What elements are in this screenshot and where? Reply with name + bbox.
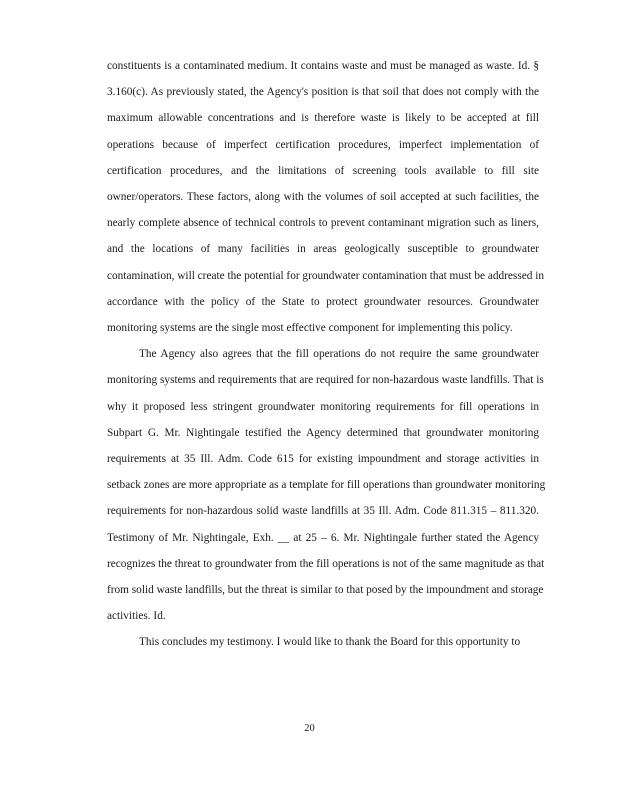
- text-line: The Agency also agrees that the fill operations do not require the same groundwater: [139, 348, 539, 361]
- text-line: requirements at 35 Ill. Adm. Code 615 for existing impoundment and storage activities in: [107, 453, 539, 466]
- text-line: monitoring systems are the single most effective component for implementing this policy.: [107, 322, 513, 335]
- text-line: monitoring systems and requirements that are required for non-hazardous waste landfills. That is: [107, 374, 544, 387]
- text-line: nearly complete absence of technical controls to prevent contaminant migration such as liners,: [107, 217, 539, 230]
- text-line: constituents is a contaminated medium. It contains waste and must be managed as waste. Id. §: [107, 60, 539, 72]
- text-line: certification procedures, and the limitations of screening tools available to fill site: [107, 164, 539, 177]
- text-line: Subpart G. Mr. Nightingale testified the Agency determined that groundwater monitoring: [107, 426, 539, 439]
- text-line: This concludes my testimony. I would like to thank the Board for this opportunity to: [139, 636, 521, 649]
- text-line: activities. Id.: [107, 610, 166, 623]
- text-line: requirements for non-hazardous solid waste landfills at 35 Ill. Adm. Code 811.315 – 811.320.: [107, 505, 539, 518]
- text-line: maximum allowable concentrations and is therefore waste is likely to be accepted at fill: [107, 112, 539, 125]
- text-line: accordance with the policy of the State to protect groundwater resources. Groundwater: [107, 295, 539, 308]
- text-line: operations because of imperfect certification procedures, imperfect implementation of: [107, 138, 539, 151]
- text-line: 3.160(c). As previously stated, the Agency's position is that soil that does not comply with the: [107, 86, 539, 99]
- text-line: recognizes the threat to groundwater from the fill operations is not of the same magnitude as that: [107, 557, 545, 570]
- text-line: setback zones are more appropriate as a template for fill operations than groundwater monitoring: [107, 479, 546, 492]
- paragraph: [107, 629, 539, 655]
- paragraph: [107, 53, 544, 341]
- page-number: 20: [304, 723, 315, 734]
- body-text: [107, 53, 546, 656]
- text-line: and the locations of many facilities in areas geologically susceptible to groundwater: [107, 243, 539, 256]
- paragraph: [107, 341, 546, 629]
- text-line: from solid waste landfills, but the threat is similar to that posed by the impoundment and storage: [107, 584, 544, 597]
- text-line: Testimony of Mr. Nightingale, Exh. __ at 25 – 6. Mr. Nightingale further stated the Agency: [107, 531, 539, 544]
- text-line: why it proposed less stringent groundwater monitoring requirements for fill operations in: [107, 400, 539, 413]
- text-line: owner/operators. These factors, along with the volumes of soil accepted at such facilities, the: [107, 191, 539, 204]
- text-line: contamination, will create the potential for groundwater contamination that must be addressed in: [107, 269, 544, 282]
